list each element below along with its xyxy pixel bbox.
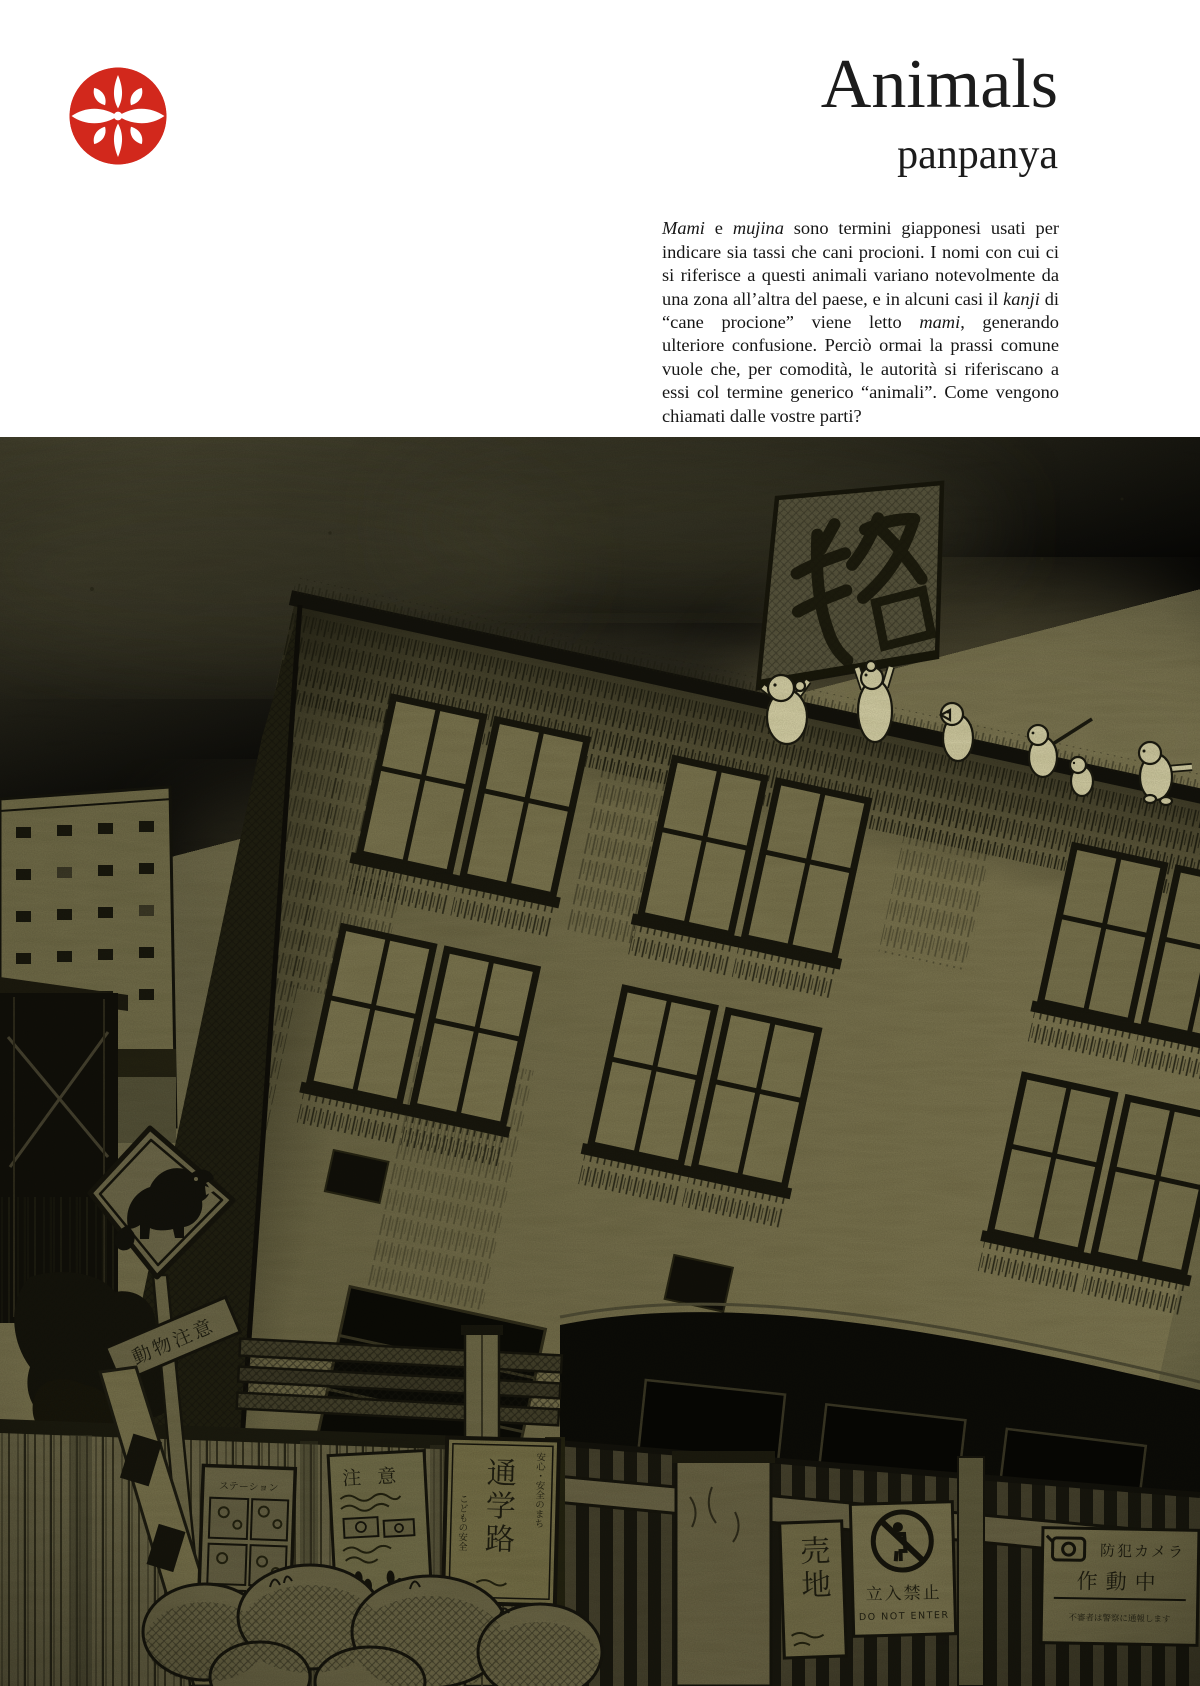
book-title: Animals xyxy=(820,46,1058,123)
book-author: panpanya xyxy=(897,132,1058,178)
vignette xyxy=(0,437,1200,1686)
intro-paragraph: Mami e mujina sono termini giapponesi usati per indicare sia tassi che cani procioni. I nomi con cui ci si riferisce a questi animali variano notevolmente da una zona all’altra del paese, e in alcuni casi il kanji di “cane procione” viene letto mami, generando ulteriore confusione. Perciò ormai la prassi comune vuole che, per comodità, le autorità si riferiscano a essi col termine generico “animali”. Come vengono chiamati dalle vostre parti? xyxy=(662,218,1059,426)
cover-illustration xyxy=(0,437,1200,1686)
publisher-ornament-logo xyxy=(64,62,172,170)
